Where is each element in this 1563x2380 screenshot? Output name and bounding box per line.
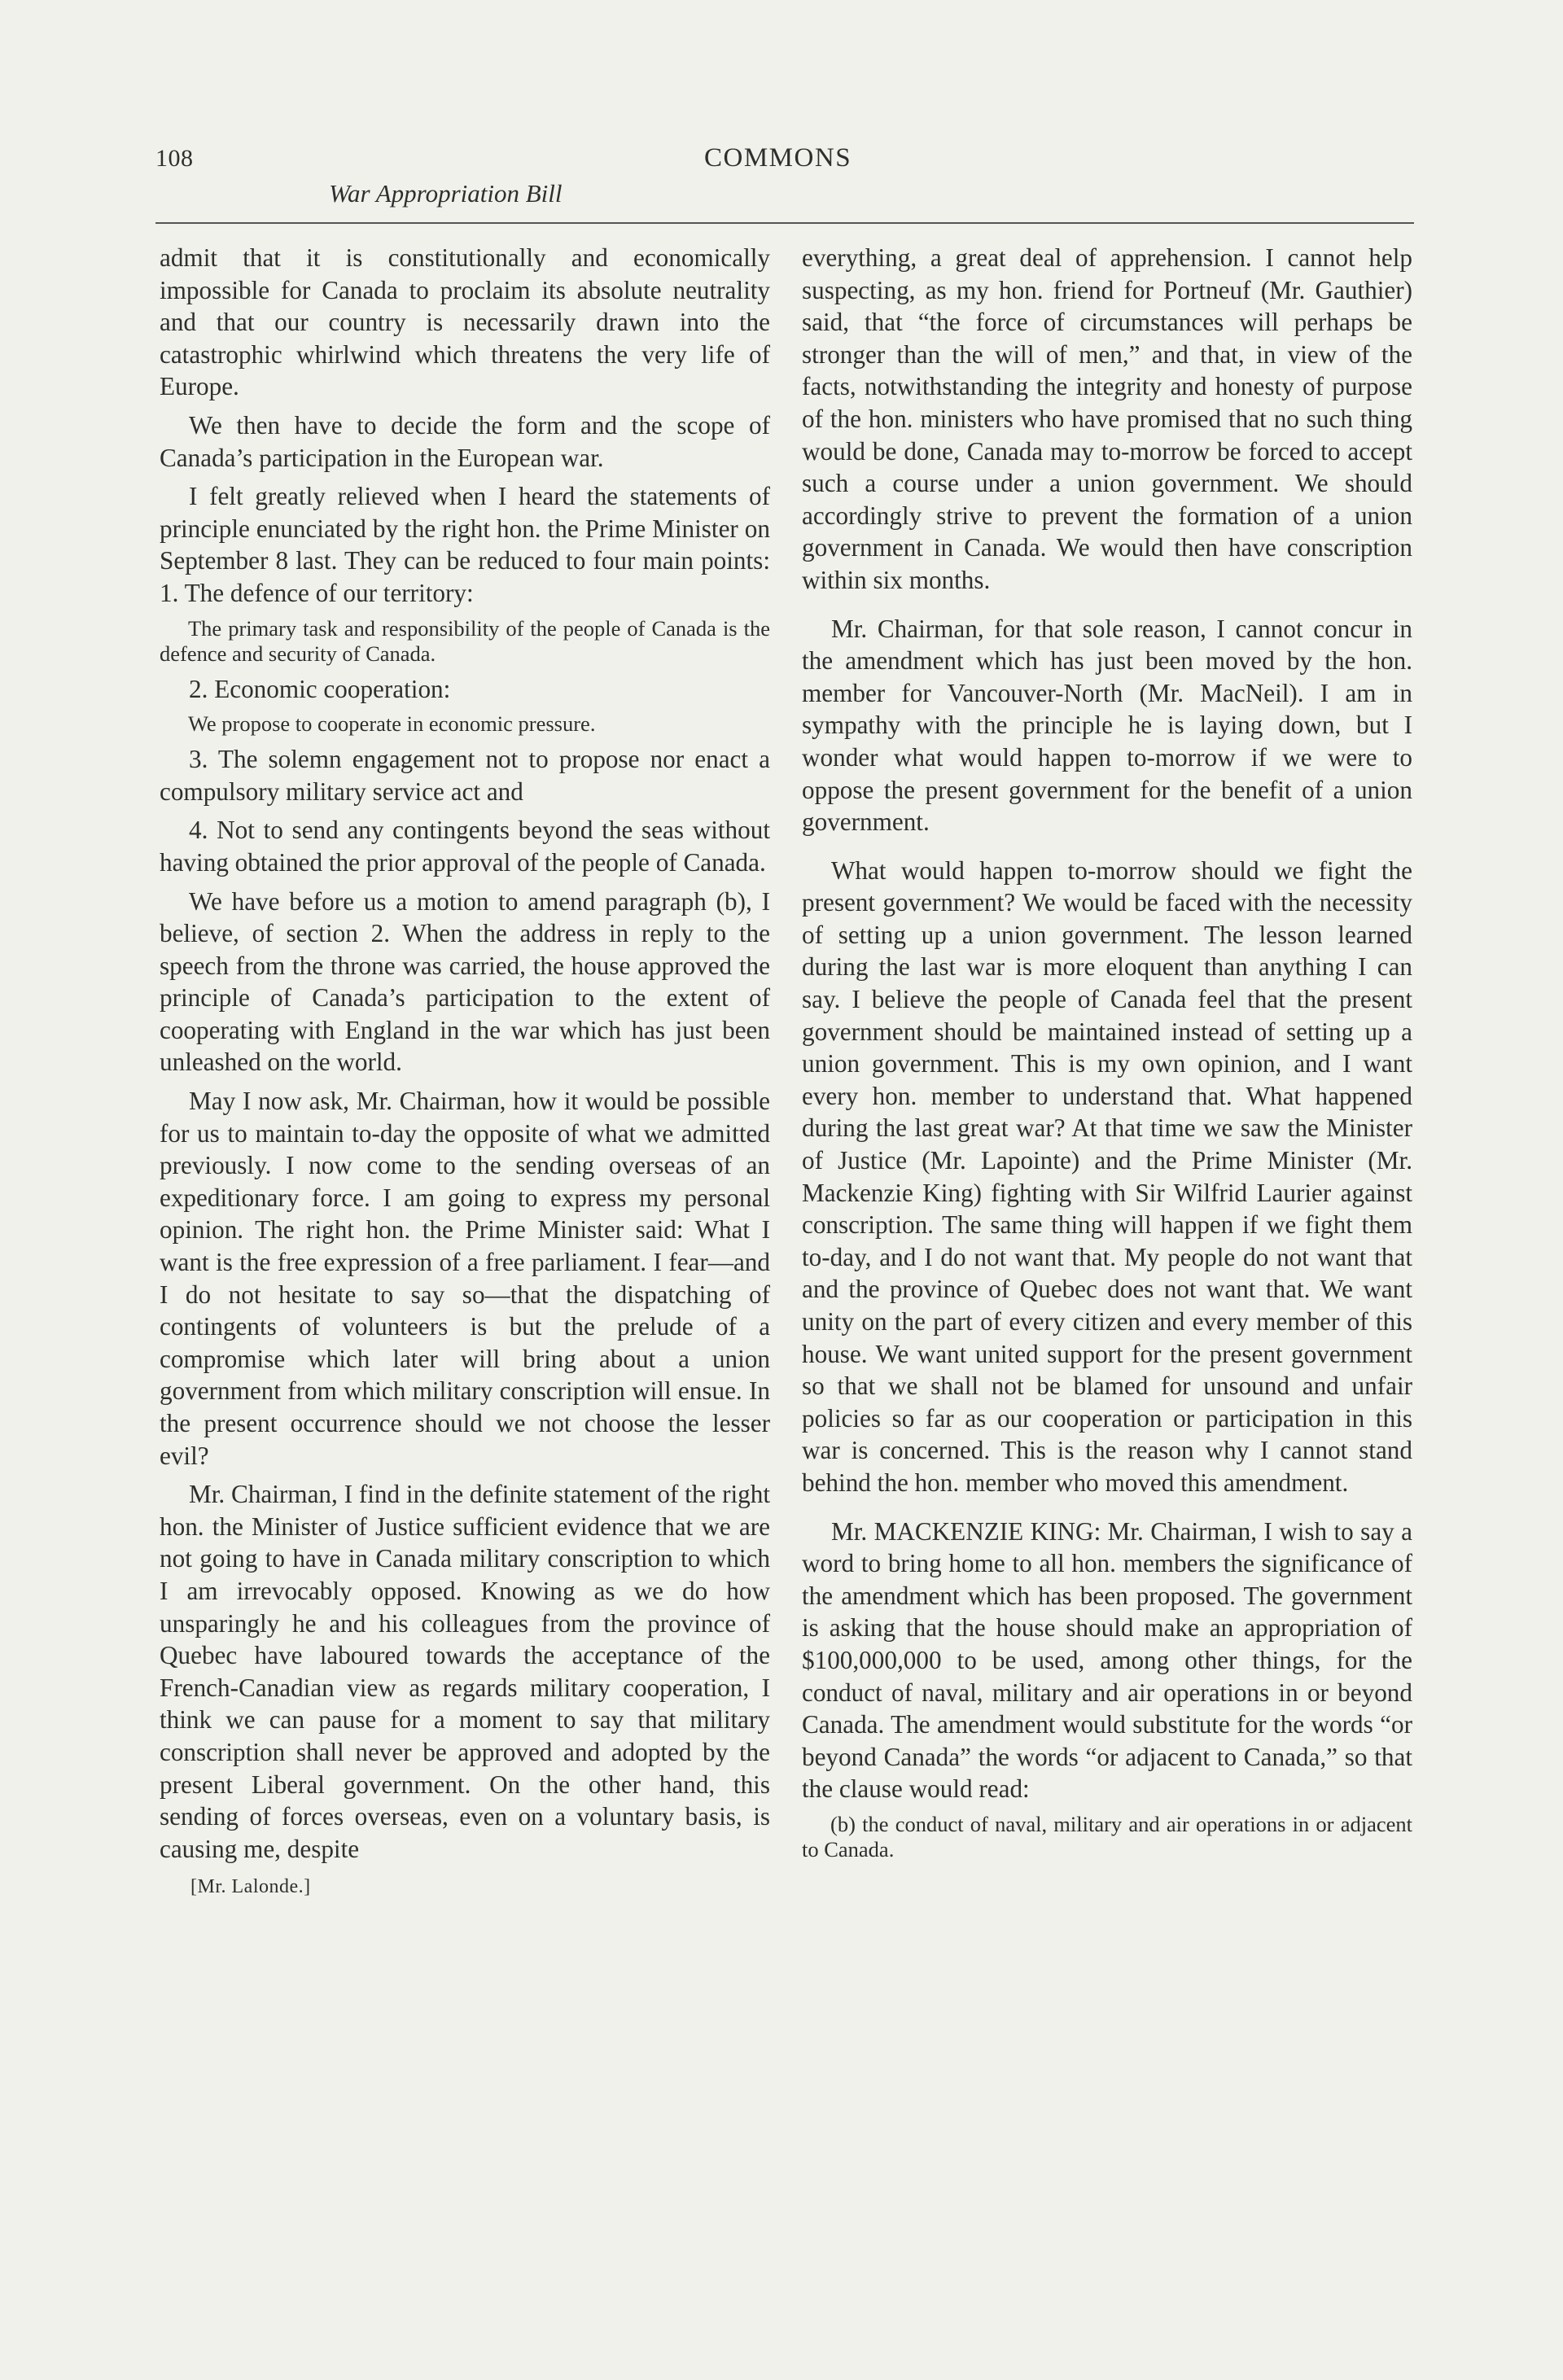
right-column (802, 242, 1412, 1862)
page-number: 108 (155, 145, 194, 172)
paragraph: We have before us a motion to amend paragraph (b), I believe, of section 2. When the address in reply to the speech from the throne was carried, the house approved the principle of Canada’s participation to the extent of cooperating with England in the war which has just been unleashed on the world. (160, 886, 770, 1077)
paragraph: I felt greatly relieved when I heard the statements of principle enunciated by the right hon. the Prime Minister on September 8 last. They can be reduced to four main points: 1. The defence of our territory: (160, 482, 770, 607)
block-quote: The primary task and responsibility of the people of Canada is the defence and security of Canada. (160, 615, 770, 666)
paragraph: 4. Not to send any contingents beyond the seas without having obtained the prior approval of the people of Canada. (160, 816, 770, 877)
running-subhead: War Appropriation Bill (329, 179, 563, 208)
header-rule (155, 222, 1414, 224)
block-quote: We propose to cooperate in economic pressure. (188, 711, 596, 737)
paragraph: May I now ask, Mr. Chairman, how it would be possible for us to maintain to-day the opposite of what we admitted previously. I now come to the sending overseas of an expeditionary force. I am going to express my personal opinion. The right hon. the Prime Minister said: What I want is the free expression of a free parliament. I fear—and I do not hesitate to say so—that the dispatching of contingents of volunteers is but the prelude of a compromise which later will bring about a union government from which military conscription will ensue. In the present occurrence should we not choose the lesser evil? (160, 1087, 770, 1470)
block-quote: (b) the conduct of naval, military and air operations in or adjacent to Canada. (802, 1811, 1412, 1862)
paragraph: We then have to decide the form and the scope of Canada’s participation in the European war. (160, 410, 770, 472)
left-column (160, 242, 770, 1898)
speaker-attribution: [Mr. Lalonde.] (190, 1876, 311, 1898)
paragraph: 3. The solemn engagement not to propose nor enact a compulsory military service act and (160, 745, 770, 806)
paragraph: Mr. Chairman, I find in the definite statement of the right hon. the Minister of Justice sufficient evidence that we are not going to have in Canada military conscription to which I am irrevocably opposed. Knowing as we do how unsparingly he and his colleagues from the province of Quebec have laboured towards the acceptance of the French-Canadian view as regards military cooperation, I think we can pause for a moment to say that military conscription shall never be approved and adopted by the present Liberal government. On the other hand, this sending of forces overseas, even on a voluntary basis, is causing me, despite (160, 1480, 770, 1863)
paragraph: Mr. Chairman, for that sole reason, I cannot concur in the amendment which has just been moved by the hon. member for Vancouver-North (Mr. MacNeil). I am in sympathy with the principle he is laying down, but I wonder what would happen to-morrow if we were to oppose the present government for the benefit of a union government. (802, 614, 1412, 837)
paragraph: admit that it is constitutionally and economically impossible for Canada to proclaim its absolute neutrality and that our country is necessarily drawn into the catastrophic whirlwind which threatens the very life of Europe. (160, 243, 770, 401)
paragraph: everything, a great deal of apprehension. I cannot help suspecting, as my hon. friend for Portneuf (Mr. Gauthier) said, that “the force of circumstances will perhaps be stronger than the will of men,” and that, in view of the facts, notwithstanding the integrity and honesty of purpose of the hon. ministers who have promised that no such thing would be done, Canada may to-morrow be forced to accept such a course under a union government. We should accordingly strive to prevent the formation of a union government in Canada. We would then have conscription within six months. (802, 243, 1412, 594)
paragraph: Mr. MACKENZIE KING: Mr. Chairman, I wish to say a word to bring home to all hon. members the significance of the amendment which has been proposed. The government is asking that the house should make an appropriation of $100,000,000 to be used, among other things, for the conduct of naval, military and air operations in or beyond Canada. The amendment would substitute for the words “or beyond Canada” the words “or adjacent to Canada,” so that the clause would read: (802, 1516, 1412, 1804)
paragraph: 2. Economic cooperation: (189, 674, 451, 703)
running-head: COMMONS (704, 143, 852, 173)
paragraph: What would happen to-morrow should we fight the present government? We would be faced with the necessity of setting up a union government. The lesson learned during the last war is more eloquent than anything I can say. I believe the people of Canada feel that the present government should be maintained instead of setting up a union government. This is my own opinion, and I want every hon. member to understand that. What happened during the last great war? At that time we saw the Minister of Justice (Mr. Lapointe) and the Prime Minister (Mr. Mackenzie King) fighting with Sir Wilfrid Laurier against conscription. The same thing will happen if we fight them to-day, and I do not want that. My people do not want that and the province of Quebec does not want that. We want unity on the part of every citizen and every member of this house. We want united support for the present government so that we shall not be blamed for unsound and unfair policies so far as our cooperation or participation in this war is concerned. This is the reason why I cannot stand behind the hon. member who moved this amendment. (802, 855, 1412, 1497)
